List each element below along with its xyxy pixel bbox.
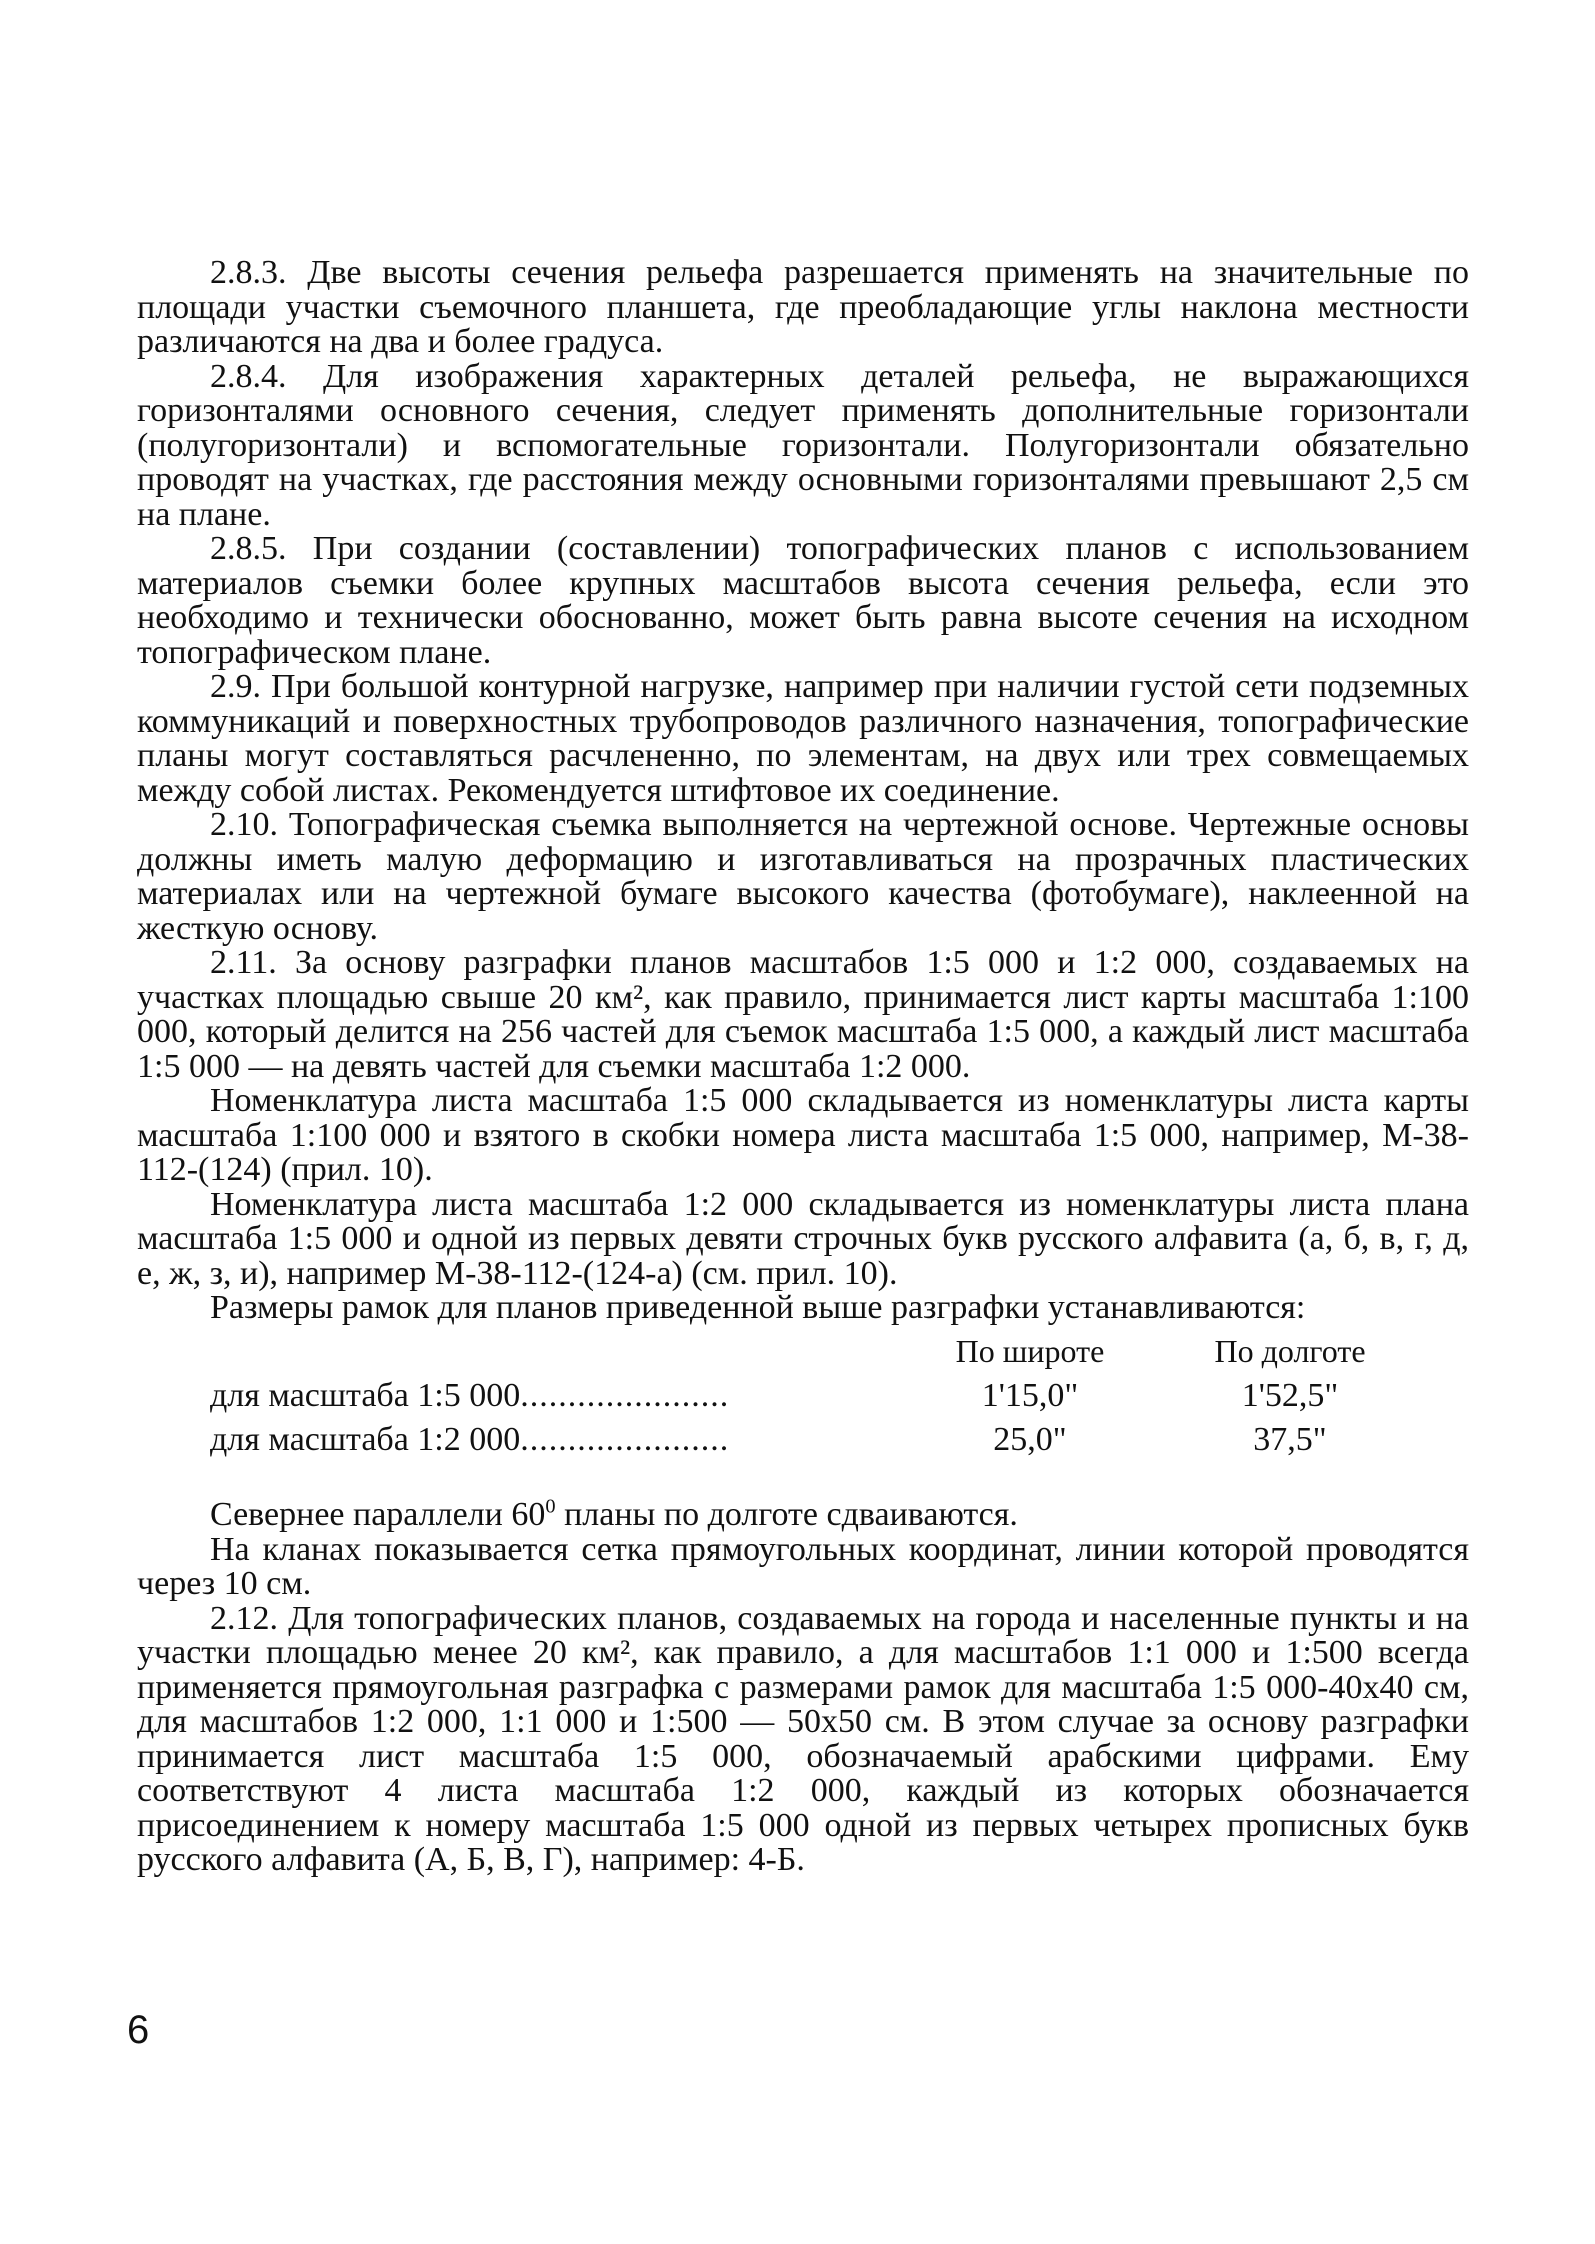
table-header-row <box>210 1334 1440 1375</box>
cell-longitude: 37,5" <box>1253 1420 1327 1458</box>
frames-intro: Размеры рамок для планов приведенной выше разграфки устанавливаются: <box>210 1289 1306 1326</box>
frame-size-table <box>210 1334 1440 1463</box>
header-longitude: По долготе <box>1214 1332 1366 1369</box>
paragraph-2-10: 2.10. Топографическая съемка выполняется на чертежной основе. Чертежные основы должны иметь малую деформацию и изготавливаться на прозрачных пластических материалах или на чертежной бумаге высокого качества (фотобумаге), наклеенной на жесткую основу. <box>137 806 1469 947</box>
paragraph-nomenclature-5000: Номенклатура листа масштаба 1:5 000 складывается из номенклатуры листа карты масштаба 1:100 000 и взятого в скобки номера листа масштаба 1:5 000, например, М-38-112-(124) (прил. 10). <box>137 1082 1469 1188</box>
leader-dots: ...................... <box>520 1420 730 1458</box>
paragraph-2-8-3: 2.8.3. Две высоты сечения рельефа разрешается применять на значительные по площади участки съемочного планшета, где преобладающие углы наклона местности различаются на два и более градуса. <box>137 254 1469 360</box>
cell-latitude: 25,0" <box>993 1420 1067 1458</box>
paragraph-2-11: 2.11. За основу разграфки планов масштабов 1:5 000 и 1:2 000, создаваемых на участках площадью свыше 20 км², как правило, принимается лист карты масштаба 1:100 000, который делится на 256 частей для съемок масштаба 1:5 000, а каждый лист масштаба 1:5 000 — на девять частей для съемки масштаба 1:2 000. <box>137 944 1469 1085</box>
paragraph-2-12: 2.12. Для топографических планов, создаваемых на города и населенные пункты и на участки площадью менее 20 км², как правило, а для масштабов 1:1 000 и 1:500 всегда применяется прямоугольная разграфка с размерами рамок для масштаба 1:5 000-40х40 см, для масштабов 1:2 000, 1:1 000 и 1:500 — 50х50 см. В этом случае за основу разграфки принимается лист масштаба 1:5 000, обозначаемый арабскими цифрами. Ему соответствуют 4 листа масштаба 1:2 000, каждый из которых обозначается присоединением к номеру масштаба 1:5 000 одной из первых четырех прописных букв русского алфавита (А, Б, В, Г), например: 4-Б. <box>137 1599 1469 1878</box>
row-label: для масштаба 1:5 000 <box>210 1376 521 1414</box>
paragraph-grid: На кланах показывается сетка прямоугольных координат, линии которой проводятся через 10 см. <box>137 1530 1469 1602</box>
leader-dots: ...................... <box>520 1376 730 1414</box>
table-row <box>210 1374 1440 1418</box>
row-label: для масштаба 1:2 000 <box>210 1420 521 1458</box>
paragraph-2-9: 2.9. При большой контурной нагрузке, например при наличии густой сети подземных коммуникаций и поверхностных трубопроводов различного назначения, топографические планы могут составляться расчлененно, по элементам, на двух или трех совмещаемых между собой листах. Рекомендуется штифтовое их соединение. <box>137 668 1469 809</box>
paragraph-nomenclature-2000: Номенклатура листа масштаба 1:2 000 складывается из номенклатуры листа плана масштаба 1:5 000 и одной из первых девяти строчных букв русского алфавита (а, б, в, г, д, е, ж, з, и), например М-38-112-(124-а) (см. прил. 10). <box>137 1185 1469 1292</box>
paragraph-2-8-5: 2.8.5. При создании (составлении) топографических планов с использованием материалов съемки более крупных масштабов высота сечения рельефа, если это необходимо и технически обоснованно, может быть равна высоте сечения на исходном топографическом плане. <box>137 530 1469 671</box>
paragraph-2-8-4: 2.8.4. Для изображения характерных деталей рельефа, не выражающихся горизонталями основного сечения, следует применять дополнительные горизонтали (полугоризонтали) и вспомогательные горизонтали. Полугоризонтали обязательно проводят на участках, где расстояния между основными горизонталями превышают 2,5 см на плане. <box>137 357 1469 533</box>
body-text <box>137 256 1469 1878</box>
page-number: 6 <box>127 2008 150 2052</box>
table-row <box>210 1418 1440 1462</box>
header-latitude: По широте <box>955 1332 1105 1369</box>
cell-longitude: 1'52,5" <box>1241 1376 1339 1414</box>
cell-latitude: 1'15,0" <box>981 1376 1079 1414</box>
paragraph-north-parallel: Севернее параллели $60^0$ планы по долготе сдваиваются. <box>210 1495 1018 1533</box>
